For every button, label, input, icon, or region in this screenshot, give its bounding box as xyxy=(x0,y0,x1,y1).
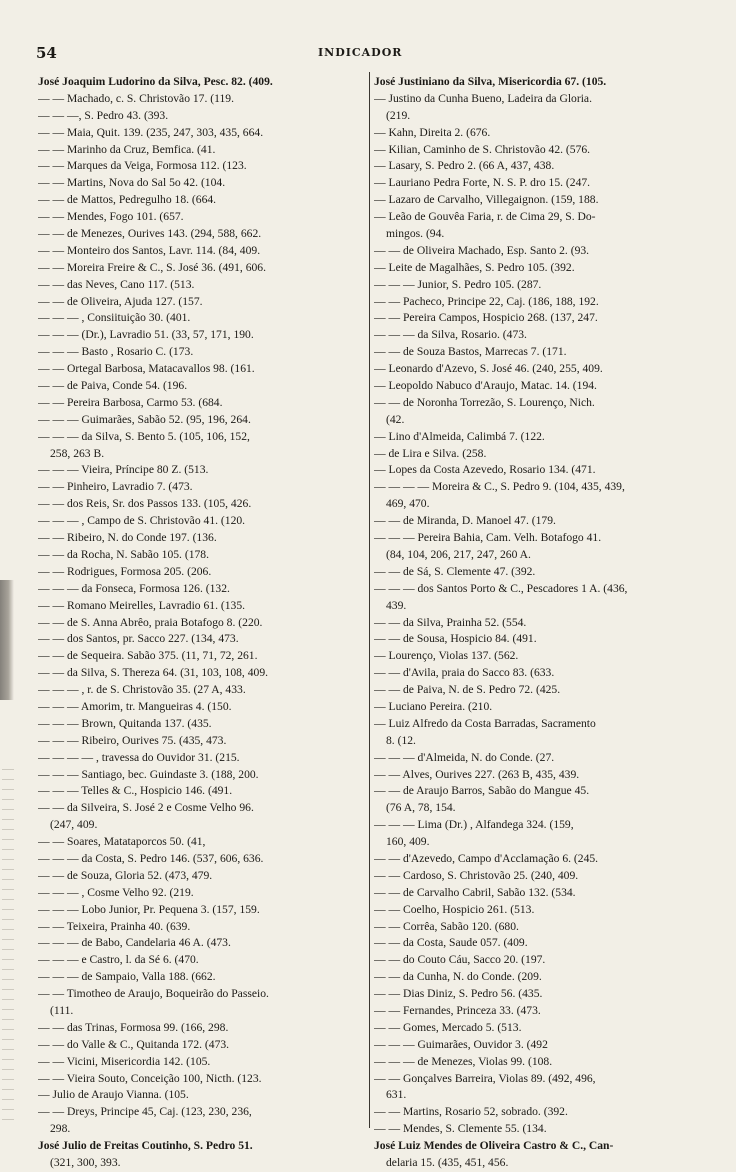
directory-entry: — — Vicini, Misericordia 142. (105. xyxy=(38,1054,211,1068)
directory-entry: — — — da Silva, Rosario. (473. xyxy=(374,328,527,342)
directory-entry: José Luiz Mendes de Oliveira Castro & C., Can- xyxy=(374,1139,614,1153)
directory-entry: — — — de Babo, Candelaria 46 A. (473. xyxy=(38,936,231,950)
directory-entry: — Kahn, Direita 2. (676. xyxy=(374,125,491,139)
directory-entry: — — Marinho da Cruz, Bemfica. (41. xyxy=(38,142,216,156)
directory-entry: — — — Guimarães, Sabão 52. (95, 196, 264. xyxy=(38,412,251,426)
directory-entry: — Lauriano Pedra Forte, N. S. P. dro 15. (247. xyxy=(374,176,591,190)
entry-continuation: (76 A, 78, 154. xyxy=(386,801,456,815)
directory-entry: — — Monteiro dos Santos, Lavr. 114. (84, 409. xyxy=(38,243,261,257)
directory-entry: — — — , Cosme Velho 92. (219. xyxy=(38,885,194,899)
entry-continuation: 8. (12. xyxy=(386,733,416,747)
directory-entry: — Luciano Pereira. (210. xyxy=(374,699,493,713)
directory-entry: — — — Junior, S. Pedro 105. (287. xyxy=(374,277,542,291)
directory-entry: — Leão de Gouvêa Faria, r. de Cima 29, S. Do- xyxy=(374,210,596,224)
directory-entry: — Leonardo d'Azevo, S. José 46. (240, 255, 409. xyxy=(374,362,603,376)
directory-entry: — — Marques da Veiga, Formosa 112. (123. xyxy=(38,159,247,173)
directory-entry: — — de Noronha Torrezão, S. Lourenço, Nich. xyxy=(374,395,595,409)
directory-entry: — — de Sousa, Hospicio 84. (491. xyxy=(374,632,537,646)
entry-continuation: 631. xyxy=(386,1088,407,1102)
directory-entry: — — — Vieira, Príncipe 80 Z. (513. xyxy=(38,463,209,477)
directory-entry: — — da Costa, Saude 057. (409. xyxy=(374,936,528,950)
directory-entry: — — de Souza, Gloria 52. (473, 479. xyxy=(38,868,213,882)
directory-entry: — — Cardoso, S. Christovão 25. (240, 409. xyxy=(374,868,579,882)
directory-entry: — — de Miranda, D. Manoel 47. (179. xyxy=(374,514,556,528)
directory-entry: — — — de Sampaio, Valla 188. (662. xyxy=(38,970,216,984)
right-column xyxy=(374,74,704,1172)
directory-entry: José Julio de Freitas Coutinho, S. Pedro 51. xyxy=(38,1139,253,1153)
directory-entry: — — — (Dr.), Lavradio 51. (33, 57, 171, 190. xyxy=(38,328,254,342)
directory-entry: José Justiniano da Silva, Misericordia 67. (105. xyxy=(374,75,607,88)
directory-entry: — — da Silveira, S. José 2 e Cosme Velho 96. xyxy=(38,801,254,815)
directory-entry: — — — , r. de S. Christovão 35. (27 A, 433. xyxy=(38,683,246,697)
directory-entry: — — de Oliveira, Ajuda 127. (157. xyxy=(38,294,203,308)
directory-entry: — — da Rocha, N. Sabão 105. (178. xyxy=(38,547,209,561)
directory-entry: — — de Paiva, N. de S. Pedro 72. (425. xyxy=(374,683,561,697)
directory-entry: — Lino d'Almeida, Calimbá 7. (122. xyxy=(374,429,545,443)
directory-entry: — — dos Santos, pr. Sacco 227. (134, 473. xyxy=(38,632,239,646)
directory-entry: — — de Oliveira Machado, Esp. Santo 2. (93. xyxy=(374,243,590,257)
entry-continuation: 258, 263 B. xyxy=(50,446,105,460)
entry-continuation: mingos. (94. xyxy=(386,227,445,241)
directory-entry: — — — Ribeiro, Ourives 75. (435, 473. xyxy=(38,733,227,747)
directory-entry: — — — Basto , Rosario C. (173. xyxy=(38,345,194,359)
directory-entry: — — dos Reis, Sr. dos Passos 133. (105, 426. xyxy=(38,497,252,511)
entry-continuation: 439. xyxy=(386,598,407,612)
directory-entry: — — Fernandes, Princeza 33. (473. xyxy=(374,1003,541,1017)
directory-entry: — — de Paiva, Conde 54. (196. xyxy=(38,379,188,393)
directory-entry: — — do Valle & C., Quitanda 172. (473. xyxy=(38,1037,230,1051)
directory-entry: — — — dos Santos Porto & C., Pescadores 1 A. (436, xyxy=(374,581,628,595)
directory-entry: — Kilian, Caminho de S. Christovão 42. (576. xyxy=(374,142,591,156)
directory-entry: — — — Amorim, tr. Mangueiras 4. (150. xyxy=(38,699,232,713)
directory-entry: — — de Sá, S. Clemente 47. (392. xyxy=(374,564,536,578)
directory-entry: — — Pinheiro, Lavradio 7. (473. xyxy=(38,480,193,494)
directory-entry: — — — Telles & C., Hospicio 146. (491. xyxy=(38,784,233,798)
left-column xyxy=(38,74,366,1172)
page-edge-shadow xyxy=(0,580,14,700)
directory-entry: — — — e Castro, l. da Sé 6. (470. xyxy=(38,953,199,967)
directory-entry: — — d'Avila, praia do Sacco 83. (633. xyxy=(374,666,555,680)
directory-entry: — — Ribeiro, N. do Conde 197. (136. xyxy=(38,531,217,545)
directory-entry: — — de Souza Bastos, Marrecas 7. (171. xyxy=(374,345,567,359)
directory-entry: — — Coelho, Hospicio 261. (513. xyxy=(374,902,535,916)
directory-entry: — — — Brown, Quitanda 137. (435. xyxy=(38,716,212,730)
directory-entry: — — Timotheo de Araujo, Boqueirão do Passeio. xyxy=(38,987,269,1001)
directory-entry: — — Machado, c. S. Christovão 17. (119. xyxy=(38,91,234,105)
directory-entry: — Justino da Cunha Bueno, Ladeira da Gloria. xyxy=(374,91,592,105)
directory-entry: — — das Neves, Cano 117. (513. xyxy=(38,277,195,291)
directory-entry: — — das Trinas, Formosa 99. (166, 298. xyxy=(38,1020,229,1034)
directory-entry: — — — Pereira Bahia, Cam. Velh. Botafogo 41. xyxy=(374,531,602,545)
directory-entry: — — — Guimarães, Ouvidor 3. (492 xyxy=(374,1037,548,1051)
directory-entry: — — — da Costa, S. Pedro 146. (537, 606, 636. xyxy=(38,851,264,865)
directory-entry: — — de Araujo Barros, Sabão do Mangue 45. xyxy=(374,784,590,798)
directory-entry: — — — d'Almeida, N. do Conde. (27. xyxy=(374,750,555,764)
entry-continuation: delaria 15. (435, 451, 456. xyxy=(386,1156,509,1169)
directory-entry: — Leopoldo Nabuco d'Araujo, Matac. 14. (194. xyxy=(374,379,597,393)
directory-entry: — Luiz Alfredo da Costa Barradas, Sacramento xyxy=(374,716,596,730)
entry-continuation: (111. xyxy=(50,1003,74,1017)
entry-continuation: (42. xyxy=(386,412,405,426)
column-divider xyxy=(369,72,370,1128)
directory-entry: — — Rodrigues, Formosa 205. (206. xyxy=(38,564,212,578)
directory-entry: — — — , Consiituição 30. (401. xyxy=(38,311,191,325)
directory-entry: — — de Menezes, Ourives 143. (294, 588, 662. xyxy=(38,227,262,241)
directory-entry: — Julio de Araujo Vianna. (105. xyxy=(38,1088,189,1102)
entry-continuation: (247, 409. xyxy=(50,818,98,832)
directory-entry: — — Alves, Ourives 227. (263 B, 435, 439. xyxy=(374,767,580,781)
directory-entry: — — da Cunha, N. do Conde. (209. xyxy=(374,970,542,984)
directory-entry: — — de Mattos, Pedregulho 18. (664. xyxy=(38,193,217,207)
page-number: 54 xyxy=(36,44,57,62)
directory-entry: — — Mendes, Fogo 101. (657. xyxy=(38,210,184,224)
directory-entry: — — Romano Meirelles, Lavradio 61. (135. xyxy=(38,598,246,612)
directory-entry: — — Mendes, S. Clemente 55. (134. xyxy=(374,1122,547,1136)
directory-entry: — Lopes da Costa Azevedo, Rosario 134. (471. xyxy=(374,463,596,477)
directory-entry: — — Dias Diniz, S. Pedro 56. (435. xyxy=(374,987,543,1001)
directory-entry: — — de Carvalho Cabril, Sabão 132. (534. xyxy=(374,885,576,899)
directory-entry: — — da Silva, S. Thereza 64. (31, 103, 108, 409. xyxy=(38,666,269,680)
directory-entry: — — — , Campo de S. Christovão 41. (120. xyxy=(38,514,246,528)
directory-entry: — — Vieira Souto, Conceição 100, Nicth. (123. xyxy=(38,1071,262,1085)
directory-entry: — — Pereira Barbosa, Carmo 53. (684. xyxy=(38,395,223,409)
directory-entry: — — Pacheco, Principe 22, Caj. (186, 188, 192. xyxy=(374,294,599,308)
directory-entry: — — de S. Anna Abrêo, praia Botafogo 8. (220. xyxy=(38,615,263,629)
directory-entry: — — de Sequeira. Sabão 375. (11, 71, 72, 261. xyxy=(38,649,258,663)
entry-continuation: 160, 409. xyxy=(386,835,430,849)
directory-entry: — — —, S. Pedro 43. (393. xyxy=(38,108,169,122)
directory-entry: — — — Lima (Dr.) , Alfandega 324. (159, xyxy=(374,818,574,832)
directory-entry: — — — Santiago, bec. Guindaste 3. (188, 200. xyxy=(38,767,259,781)
directory-entry: — — da Silva, Prainha 52. (554. xyxy=(374,615,527,629)
directory-entry: — — Ortegal Barbosa, Matacavallos 98. (161. xyxy=(38,362,255,376)
directory-entry: — — Maia, Quit. 139. (235, 247, 303, 435, 664. xyxy=(38,125,264,139)
entry-continuation: 469, 470. xyxy=(386,497,430,511)
directory-entry: — — Teixeira, Prainha 40. (639. xyxy=(38,919,191,933)
directory-entry: — — Dreys, Principe 45, Caj. (123, 230, 236, xyxy=(38,1105,252,1119)
directory-entry: — — Martins, Rosario 52, sobrado. (392. xyxy=(374,1105,568,1119)
directory-entry: — — — de Menezes, Violas 99. (108. xyxy=(374,1054,553,1068)
directory-entry: — — d'Azevedo, Campo d'Acclamação 6. (245. xyxy=(374,851,599,865)
directory-entry: José Joaquim Ludorino da Silva, Pesc. 82. (409. xyxy=(38,75,273,88)
directory-entry: — — Soares, Matataporcos 50. (41, xyxy=(38,835,206,849)
page-header xyxy=(0,0,736,66)
directory-entry: — — — — , travessa do Ouvidor 31. (215. xyxy=(38,750,240,764)
directory-entry: — Lourenço, Violas 137. (562. xyxy=(374,649,519,663)
directory-entry: — — Gomes, Mercado 5. (513. xyxy=(374,1020,522,1034)
directory-entry: — — Martins, Nova do Sal 5o 42. (104. xyxy=(38,176,226,190)
directory-entry: — — — Lobo Junior, Pr. Pequena 3. (157, 159. xyxy=(38,902,260,916)
directory-entry: — — Pereira Campos, Hospicio 268. (137, 247. xyxy=(374,311,598,325)
directory-entry: — — Moreira Freire & C., S. José 36. (491, 606. xyxy=(38,260,266,274)
directory-entry: — — Corrêa, Sabão 120. (680. xyxy=(374,919,519,933)
directory-entry: — Lazaro de Carvalho, Villegaignon. (159, 188. xyxy=(374,193,599,207)
directory-entry: — Leite de Magalhães, S. Pedro 105. (392. xyxy=(374,260,575,274)
directory-entry: — — Gonçalves Barreira, Violas 89. (492, 496, xyxy=(374,1071,596,1085)
directory-entry: — — — — Moreira & C., S. Pedro 9. (104, 435, 439, xyxy=(374,480,625,494)
directory-entry: — Lasary, S. Pedro 2. (66 A, 437, 438. xyxy=(374,159,555,173)
directory-entry: — — — da Silva, S. Bento 5. (105, 106, 152, xyxy=(38,429,250,443)
directory-entry: — — do Couto Cáu, Sacco 20. (197. xyxy=(374,953,546,967)
entry-continuation: 298. xyxy=(50,1122,71,1136)
margin-marks xyxy=(2,760,14,1120)
entry-continuation: (84, 104, 206, 217, 247, 260 A. xyxy=(386,547,531,561)
directory-entry: — — — da Fonseca, Formosa 126. (132. xyxy=(38,581,230,595)
entry-continuation: (219. xyxy=(386,108,411,122)
entry-continuation: (321, 300, 393. xyxy=(50,1156,121,1169)
running-title: INDICADOR xyxy=(318,46,403,59)
directory-entry: — de Lira e Silva. (258. xyxy=(374,446,487,460)
